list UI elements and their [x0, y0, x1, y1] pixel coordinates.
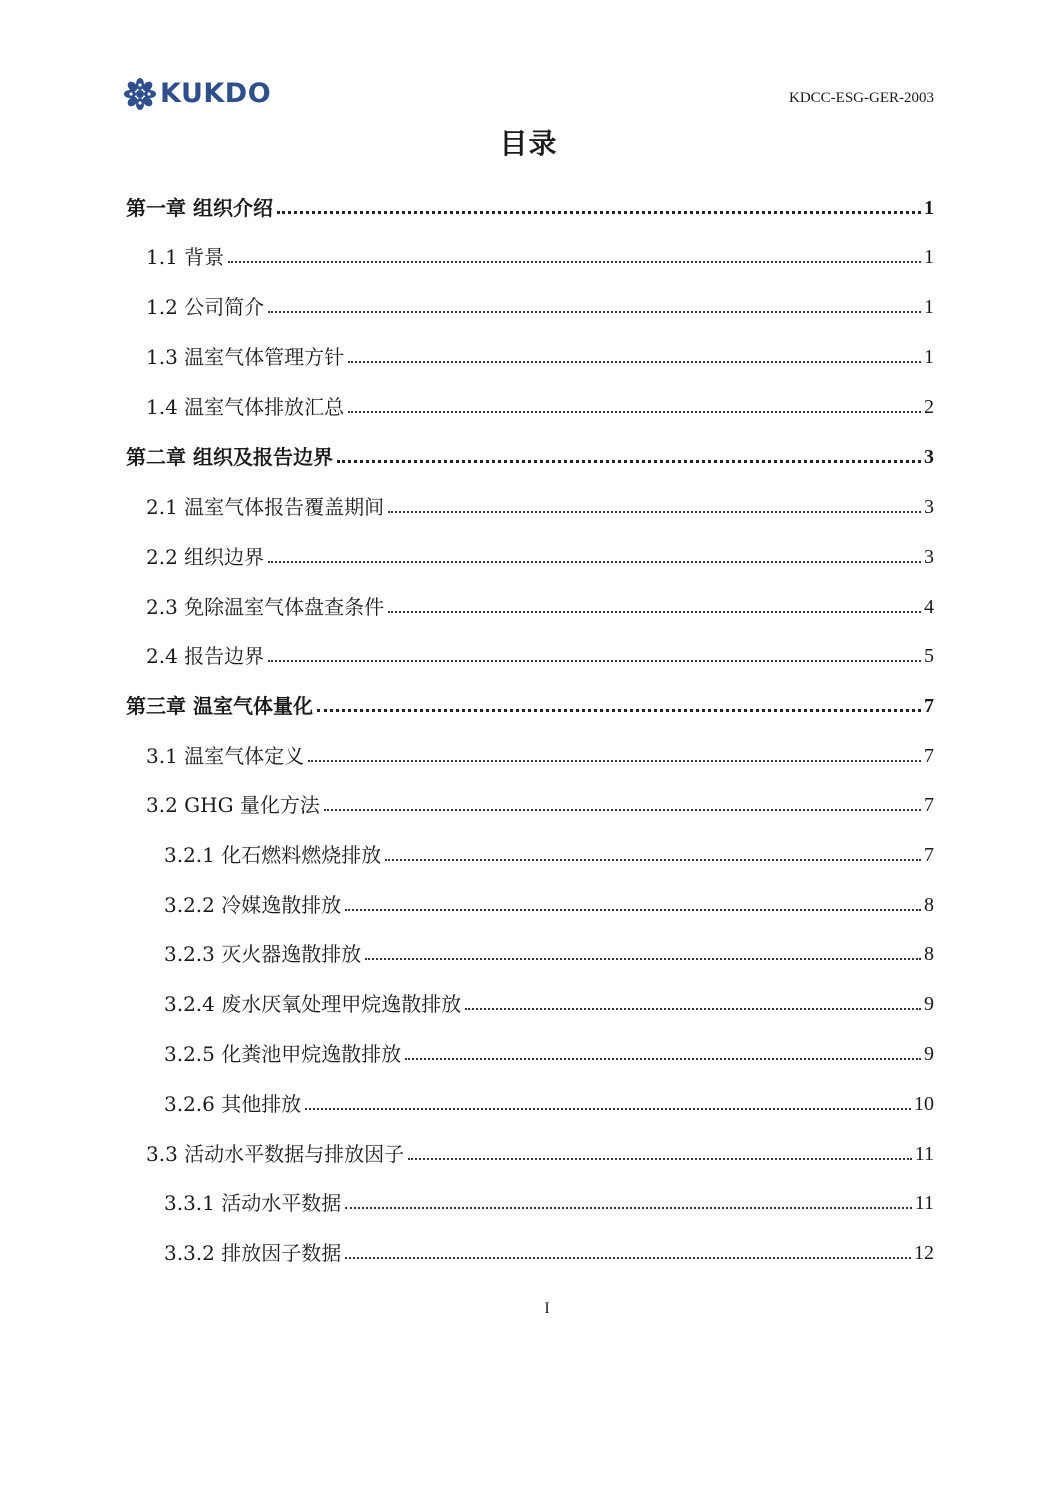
toc-entry[interactable]: [126, 279, 934, 319]
dot-leader: [268, 660, 921, 662]
toc-entry-label: 3.1 温室气体定义: [146, 744, 305, 768]
toc-entry-label: 3.2.6 其他排放: [164, 1092, 302, 1116]
toc-entry-label: 3.2.4 废水厌氧处理甲烷逸散排放: [164, 992, 462, 1016]
toc-entry-page: 9: [924, 1043, 934, 1065]
toc-entry-page: 8: [924, 943, 934, 965]
toc-entry[interactable]: [126, 827, 934, 867]
toc-entry-page: 5: [924, 645, 934, 667]
toc-entry-label: 第一章 组织介绍: [126, 196, 273, 220]
dot-leader: [277, 211, 921, 214]
page-header: [124, 78, 934, 118]
dot-leader: [348, 411, 921, 413]
toc-entry[interactable]: [126, 1175, 934, 1215]
toc-entry-page: 3: [924, 446, 934, 468]
toc-entry-label: 3.3.2 排放因子数据: [164, 1241, 342, 1265]
dot-leader: [348, 361, 921, 363]
toc-entry[interactable]: [126, 926, 934, 966]
toc-entry-label: 1.4 温室气体排放汇总: [146, 395, 345, 419]
dot-leader: [388, 611, 921, 613]
dot-leader: [228, 261, 921, 263]
toc-entry[interactable]: [126, 329, 934, 369]
toc-entry[interactable]: [126, 229, 934, 269]
toc-entry-label: 第三章 温室气体量化: [126, 694, 313, 718]
toc-entry[interactable]: [126, 579, 934, 619]
toc-entry-page: 12: [914, 1242, 934, 1264]
toc-entry-label: 第二章 组织及报告边界: [126, 445, 333, 469]
toc-entry-page: 2: [924, 396, 934, 418]
toc-entry-page: 11: [914, 1192, 934, 1214]
toc-entry-page: 4: [924, 596, 934, 618]
toc-entry-page: 8: [924, 894, 934, 916]
logo-text: KUKDO: [160, 78, 272, 109]
toc-entry[interactable]: [126, 1026, 934, 1066]
company-logo: [124, 78, 271, 110]
toc-entry-page: 3: [924, 546, 934, 568]
toc-entry-page: 7: [924, 794, 934, 816]
toc-entry[interactable]: [126, 529, 934, 569]
toc-entry-page: 9: [924, 993, 934, 1015]
toc-entry-page: 7: [924, 844, 934, 866]
dot-leader: [345, 1257, 911, 1259]
dot-leader: [345, 909, 921, 911]
dot-leader: [408, 1158, 912, 1160]
toc-entry-label: 2.4 报告边界: [146, 644, 265, 668]
dot-leader: [268, 561, 921, 563]
dot-leader: [405, 1058, 921, 1060]
toc-entry-page: 3: [924, 496, 934, 518]
toc-entry-label: 3.3 活动水平数据与排放因子: [146, 1142, 405, 1166]
dot-leader: [317, 709, 921, 712]
toc-entry-label: 1.1 背景: [146, 245, 225, 269]
dot-leader: [385, 859, 921, 861]
dot-leader: [465, 1008, 921, 1010]
toc-entry[interactable]: [126, 678, 934, 718]
document-code: KDCC-ESG-GER-2003: [789, 90, 934, 106]
toc-entry[interactable]: [126, 1225, 934, 1265]
page-number: I: [544, 1300, 550, 1317]
toc-entry[interactable]: [126, 180, 934, 220]
dot-leader: [337, 460, 921, 463]
dot-leader: [388, 511, 921, 513]
kukdo-logo-icon: [124, 78, 156, 110]
toc-entry-label: 3.2 GHG 量化方法: [146, 793, 320, 817]
toc-entry-label: 3.2.2 冷媒逸散排放: [164, 893, 342, 917]
toc-entry[interactable]: [126, 1126, 934, 1166]
toc-entry-label: 3.2.5 化粪池甲烷逸散排放: [164, 1042, 402, 1066]
toc-entry-page: 1: [924, 296, 934, 318]
toc-entry[interactable]: [126, 976, 934, 1016]
toc-entry-page: 11: [914, 1143, 934, 1165]
toc-entry[interactable]: [126, 479, 934, 519]
toc-entry-page: 7: [924, 695, 934, 717]
dot-leader: [308, 760, 921, 762]
toc-entry[interactable]: [126, 877, 934, 917]
toc-entry[interactable]: [126, 429, 934, 469]
toc-entry-page: 1: [924, 246, 934, 268]
toc-entry-page: 10: [914, 1093, 934, 1115]
toc-title: 目录: [499, 127, 558, 160]
toc-entry-page: 1: [924, 346, 934, 368]
dot-leader: [268, 311, 921, 313]
dot-leader: [345, 1207, 911, 1209]
dot-leader: [324, 809, 921, 811]
toc-entry[interactable]: [126, 1076, 934, 1116]
toc-entry-label: 3.3.1 活动水平数据: [164, 1191, 342, 1215]
toc-entry-label: 2.2 组织边界: [146, 545, 265, 569]
toc-entry[interactable]: [126, 777, 934, 817]
toc-entry[interactable]: [126, 379, 934, 419]
toc-entry-page: 1: [924, 197, 934, 219]
toc-entry-label: 2.3 免除温室气体盘查条件: [146, 595, 385, 619]
toc-entry[interactable]: [126, 728, 934, 768]
dot-leader: [365, 958, 921, 960]
toc-entry-label: 1.2 公司简介: [146, 295, 265, 319]
toc-entry-label: 3.2.1 化石燃料燃烧排放: [164, 843, 382, 867]
toc-entry-label: 1.3 温室气体管理方针: [146, 345, 345, 369]
toc-entry-label: 2.1 温室气体报告覆盖期间: [146, 495, 385, 519]
dot-leader: [305, 1108, 911, 1110]
toc-entry-label: 3.2.3 灭火器逸散排放: [164, 942, 362, 966]
toc-entry-page: 7: [924, 745, 934, 767]
toc-entry[interactable]: [126, 628, 934, 668]
